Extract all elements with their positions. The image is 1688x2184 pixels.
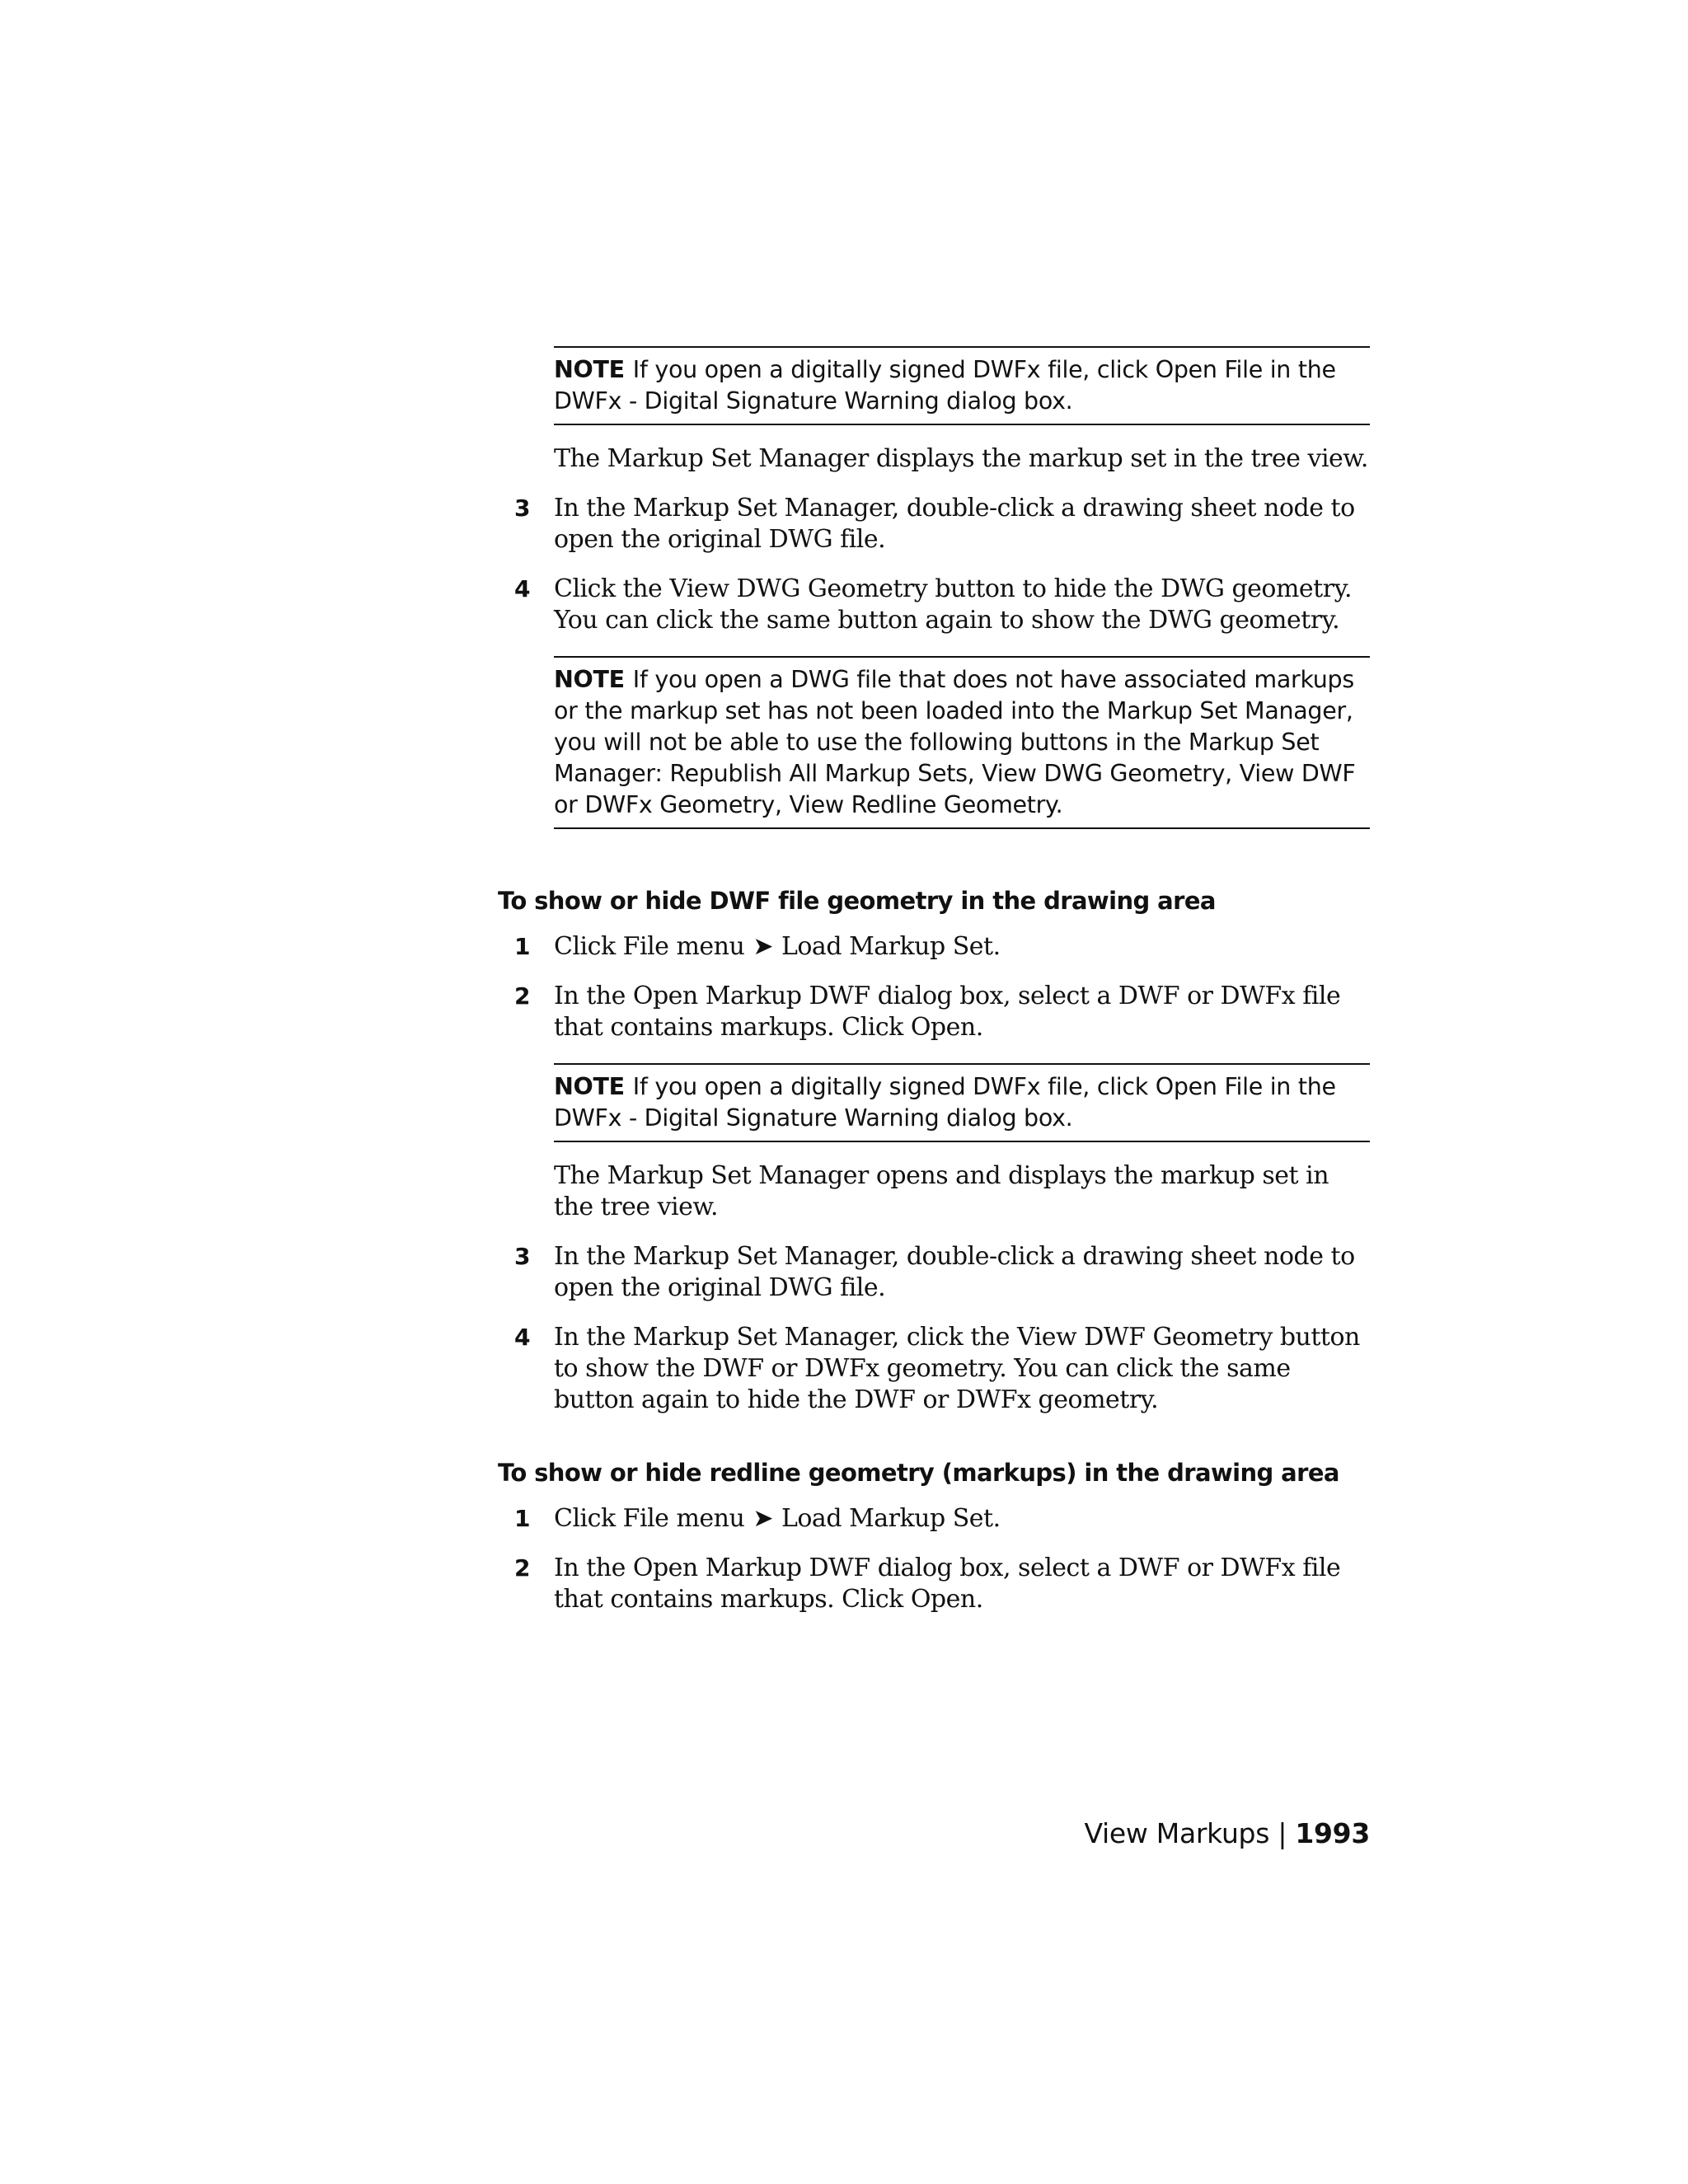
step-text: In the Open Markup DWF dialog box, select a DWF or DWFx file that contains markups. Click Open. xyxy=(554,982,1341,1042)
step-item xyxy=(498,1322,1370,1416)
step-text: In the Markup Set Manager, click the View DWF Geometry button to show the DWF or DWFx geometry. You can click the same button again to hide the DWF or DWFx geometry. xyxy=(554,1323,1360,1414)
page-content xyxy=(498,346,1370,1615)
step-item xyxy=(498,931,1370,963)
step-number: 1 xyxy=(514,933,530,960)
paragraph: The Markup Set Manager opens and displays the markup set in the tree view. xyxy=(554,1161,1329,1221)
footer-separator: | xyxy=(1278,1817,1287,1849)
step-item xyxy=(498,981,1370,1043)
step-text: In the Markup Set Manager, double-click a drawing sheet node to open the original DWG file. xyxy=(554,494,1355,554)
step-text: In the Markup Set Manager, double-click a drawing sheet node to open the original DWG file. xyxy=(554,1242,1355,1302)
step-number: 3 xyxy=(514,1243,530,1270)
note-box xyxy=(554,656,1370,829)
step-text: In the Open Markup DWF dialog box, select a DWF or DWFx file that contains markups. Click Open. xyxy=(554,1554,1341,1614)
menu-arrow-icon: ➤ xyxy=(753,1504,773,1533)
footer-section-title: View Markups xyxy=(1084,1817,1270,1849)
step-number: 2 xyxy=(514,1554,530,1582)
procedure-heading: To show or hide DWF file geometry in the drawing area xyxy=(498,887,1216,915)
step-item xyxy=(498,493,1370,555)
step-item xyxy=(498,1241,1370,1304)
step-text: Click the View DWG Geometry button to hide the DWG geometry. You can click the same button again to show the DWG geometry. xyxy=(554,574,1353,635)
note-text: If you open a digitally signed DWFx file, click Open File in the DWFx - Digital Signature Warning dialog box. xyxy=(554,356,1336,415)
step-text-prefix: Click File menu xyxy=(554,932,745,961)
step-item xyxy=(498,1503,1370,1535)
note-label: NOTE xyxy=(554,1073,625,1100)
step-text-suffix: Load Markup Set. xyxy=(781,932,1001,961)
step-number: 2 xyxy=(514,982,530,1010)
step-item xyxy=(498,574,1370,636)
paragraph: The Markup Set Manager displays the markup set in the tree view. xyxy=(554,444,1368,473)
step-number: 1 xyxy=(514,1505,530,1532)
page-footer xyxy=(1084,1817,1370,1850)
step-number: 4 xyxy=(514,1324,530,1351)
step-item xyxy=(498,1553,1370,1615)
note-text: If you open a DWG file that does not have associated markups or the markup set has not been loaded into the Markup Set Manager, you will not be able to use the following buttons in the Markup Set Manager: Republish All Markup Sets, View DWG Geometry, View DWF or DWFx Geometry, View Redline Geometry. xyxy=(554,666,1356,818)
step-text-suffix: Load Markup Set. xyxy=(781,1504,1001,1533)
page-number: 1993 xyxy=(1295,1817,1370,1849)
step-text-prefix: Click File menu xyxy=(554,1504,745,1533)
note-text: If you open a digitally signed DWFx file, click Open File in the DWFx - Digital Signature Warning dialog box. xyxy=(554,1073,1336,1132)
note-box xyxy=(554,1063,1370,1142)
step-number: 3 xyxy=(514,494,530,522)
menu-arrow-icon: ➤ xyxy=(753,932,773,961)
note-box xyxy=(554,346,1370,425)
procedure-heading: To show or hide redline geometry (markups) in the drawing area xyxy=(498,1459,1339,1487)
note-label: NOTE xyxy=(554,666,625,693)
note-label: NOTE xyxy=(554,356,625,383)
step-number: 4 xyxy=(514,575,530,602)
